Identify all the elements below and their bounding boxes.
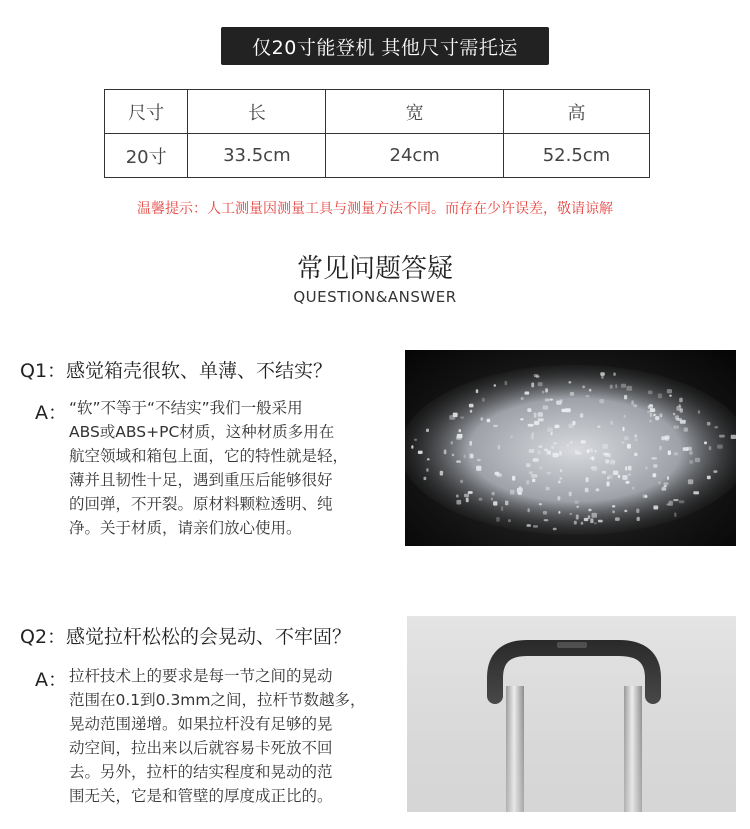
granule — [674, 426, 680, 429]
cell-size: 20寸 — [105, 134, 188, 178]
granule — [520, 418, 523, 420]
granule — [651, 457, 657, 459]
size-table — [104, 89, 650, 178]
granule — [505, 501, 508, 506]
answer-2-label: A： — [35, 669, 67, 691]
granule — [460, 480, 463, 483]
granule — [487, 419, 491, 423]
granule — [510, 490, 515, 495]
granule — [456, 500, 461, 505]
granule — [615, 517, 620, 521]
question-2: Q2：感觉拉杆松松的会晃动、不牢固？ — [20, 626, 352, 648]
granule — [589, 389, 592, 392]
granule — [599, 399, 604, 403]
answer-2-line: 拉杆技术上的要求是每一节之间的晃动 — [69, 667, 333, 685]
granule — [679, 500, 685, 503]
granule — [526, 480, 529, 484]
granule — [610, 385, 613, 389]
cell-height: 52.5cm — [503, 134, 649, 178]
granule — [658, 394, 662, 399]
granule — [501, 506, 503, 511]
granule — [543, 511, 547, 515]
granule — [594, 522, 597, 524]
granule — [539, 467, 543, 470]
granule — [698, 410, 700, 413]
granule — [634, 434, 637, 438]
granule — [570, 392, 574, 396]
carry-on-banner — [221, 27, 549, 65]
granule — [607, 475, 612, 479]
granule — [543, 405, 549, 409]
granule — [534, 421, 539, 425]
granule — [575, 501, 579, 504]
granule — [493, 425, 498, 427]
granule — [538, 412, 543, 416]
granule — [546, 472, 551, 475]
granule — [633, 404, 637, 407]
granule — [713, 470, 717, 473]
granule — [597, 426, 600, 428]
granule — [589, 449, 593, 453]
table-row — [105, 134, 650, 178]
granule — [618, 475, 621, 478]
answer-1-line: “软”不等于“不结实”我们一般采用 — [69, 399, 303, 417]
granule — [679, 398, 683, 402]
granule — [590, 518, 593, 523]
granule — [418, 451, 423, 454]
granule — [596, 488, 600, 491]
granule — [662, 487, 667, 491]
granule — [547, 451, 551, 455]
granule — [704, 442, 707, 445]
granule — [631, 400, 634, 405]
granule — [635, 439, 638, 442]
answer-2-text — [69, 664, 391, 808]
granule — [525, 392, 530, 395]
granule — [621, 442, 624, 444]
granule — [517, 488, 523, 492]
granule — [452, 454, 455, 457]
granule — [521, 397, 524, 400]
header-size: 尺寸 — [105, 90, 188, 134]
granule — [529, 471, 532, 474]
granule — [459, 429, 462, 432]
granule — [624, 415, 626, 418]
granule — [518, 492, 522, 495]
banner-text: 仅20寸能登机 其他尺寸需托运 — [252, 36, 518, 59]
granule — [553, 442, 557, 444]
granule — [539, 503, 542, 505]
granule — [560, 399, 563, 402]
granule — [673, 413, 675, 416]
granule — [731, 435, 736, 439]
granule — [560, 477, 563, 480]
granule — [585, 488, 589, 493]
granule — [476, 389, 478, 393]
granule — [587, 449, 589, 453]
granule — [650, 413, 652, 418]
granule — [624, 510, 627, 512]
granule — [534, 413, 537, 418]
granule — [424, 477, 427, 480]
granule — [622, 475, 627, 480]
granule — [457, 434, 463, 438]
trolley-handle-image — [407, 616, 736, 812]
granule — [470, 410, 472, 413]
granule — [569, 492, 572, 497]
granule — [644, 495, 647, 498]
granule — [574, 521, 577, 525]
granule — [550, 399, 553, 401]
granule — [558, 511, 560, 514]
granule — [568, 381, 571, 383]
granule — [533, 458, 539, 462]
granule — [693, 491, 699, 494]
granule — [603, 444, 608, 449]
granule — [477, 459, 481, 461]
granule — [653, 464, 657, 468]
granule — [466, 498, 469, 503]
granule — [476, 466, 481, 471]
granule — [558, 481, 561, 484]
granule — [496, 517, 500, 522]
granule — [567, 444, 569, 447]
answer-2-line: 围无关，它是和管壁的厚度成正比的。 — [69, 787, 333, 805]
granule — [655, 416, 659, 420]
granule — [689, 460, 693, 464]
granule — [626, 386, 632, 391]
granule — [468, 491, 473, 494]
granule — [532, 479, 535, 483]
answer-1-text — [69, 396, 391, 540]
granule — [650, 408, 655, 412]
granule — [625, 466, 627, 470]
answer-2-line: 去。另外，拉杆的结实程度和晃动的范 — [69, 763, 333, 781]
measurement-notice: 温馨提示：人工测量因测量工具与测量方法不同。而存在少许误差，敬请谅解 — [137, 201, 613, 217]
granule — [577, 506, 579, 508]
granule — [709, 446, 712, 450]
granule — [601, 374, 603, 378]
granule — [637, 517, 640, 521]
granule — [426, 468, 428, 472]
granule — [460, 416, 464, 418]
granule — [660, 414, 663, 418]
granule — [714, 426, 718, 428]
granule — [647, 411, 651, 413]
granule — [669, 395, 671, 397]
granule — [659, 446, 661, 450]
granule — [667, 389, 672, 393]
granule — [610, 460, 616, 465]
granule — [592, 456, 595, 460]
granule — [649, 404, 653, 407]
granule — [665, 435, 670, 439]
cell-length: 33.5cm — [188, 134, 326, 178]
granule — [527, 408, 531, 412]
granule — [586, 395, 590, 397]
granule — [632, 487, 635, 490]
granule — [440, 471, 443, 476]
header-length: 长 — [188, 90, 326, 134]
granule — [528, 508, 530, 512]
granule — [536, 375, 540, 377]
granule — [562, 409, 568, 412]
granule — [584, 518, 589, 521]
granule — [612, 510, 615, 513]
granule — [494, 384, 496, 387]
granule — [653, 506, 658, 510]
granule — [707, 476, 711, 480]
granule — [444, 450, 447, 455]
granule — [613, 373, 616, 376]
granule — [664, 483, 669, 485]
granule — [615, 384, 617, 388]
granule — [551, 446, 554, 449]
granule — [605, 459, 609, 463]
granule — [645, 466, 648, 470]
granule — [528, 424, 534, 427]
granule — [653, 414, 655, 416]
granule — [568, 424, 573, 428]
granule — [553, 528, 557, 531]
granule — [605, 454, 611, 458]
answer-2-line: 晃动范围递增。如果拉杆没有足够的晃 — [69, 715, 333, 733]
answer-1-line: 的回弹，不开裂。原材料颗粒透明、纯 — [69, 495, 333, 513]
granule — [482, 398, 485, 402]
granule — [621, 384, 626, 388]
granule — [451, 441, 454, 444]
granule — [648, 391, 653, 395]
faq-title: 常见问题答疑 — [296, 254, 453, 284]
granule — [531, 383, 534, 388]
granule — [469, 404, 474, 408]
granule — [505, 381, 508, 385]
granule — [689, 451, 693, 455]
granule — [610, 421, 613, 425]
granule — [581, 440, 586, 443]
granule — [492, 492, 495, 496]
granule — [588, 509, 591, 512]
granule — [624, 436, 629, 440]
granule — [582, 386, 585, 389]
granule — [668, 451, 671, 456]
granule — [653, 473, 657, 477]
granule — [491, 498, 493, 501]
cell-width: 24cm — [326, 134, 503, 178]
granule — [481, 417, 484, 420]
granule — [676, 406, 681, 411]
granule — [545, 399, 550, 402]
answer-2-line: 动空间，拉出来以后就容易卡死放不回 — [69, 739, 333, 757]
granule — [683, 447, 689, 451]
answer-1-line: ABS或ABS+PC材质，这种材质多用在 — [69, 423, 335, 441]
granule — [624, 395, 627, 399]
granule — [456, 495, 459, 498]
granule — [498, 445, 500, 450]
granule — [684, 428, 688, 432]
granule — [546, 487, 550, 491]
answer-1-label: A： — [35, 402, 67, 424]
granule — [570, 513, 573, 515]
granule — [559, 451, 562, 456]
granule — [538, 382, 543, 386]
granule — [666, 503, 669, 505]
granule — [411, 445, 413, 448]
granule — [508, 519, 511, 522]
granule — [688, 479, 693, 484]
granule — [426, 429, 429, 432]
granule — [627, 444, 631, 449]
granule — [537, 451, 540, 455]
granule — [542, 391, 544, 394]
granule — [667, 476, 669, 480]
granule — [470, 441, 473, 446]
granule — [626, 481, 630, 484]
granule — [527, 524, 531, 526]
granule — [538, 445, 542, 448]
granule — [470, 454, 474, 459]
granule — [538, 418, 544, 421]
granule — [533, 525, 538, 527]
header-width: 宽 — [326, 90, 503, 134]
answer-1-line: 薄并且韧性十足，遇到重压后能够很好 — [69, 471, 333, 489]
granule — [707, 422, 711, 426]
granule — [544, 519, 549, 521]
question-1: Q1：感觉箱壳很软、单薄、不结实？ — [20, 360, 333, 382]
granule — [479, 498, 483, 501]
granule — [551, 432, 553, 436]
granule — [628, 466, 632, 471]
granule — [545, 388, 548, 392]
granule — [512, 476, 515, 481]
granule — [592, 513, 598, 518]
granule — [598, 520, 603, 523]
answer-2-line: 范围在0.1到0.3mm之间，拉杆节数越多， — [69, 691, 366, 709]
granule — [719, 435, 725, 438]
granule — [456, 461, 461, 463]
granule — [717, 445, 723, 449]
granule — [612, 505, 615, 507]
granule — [575, 450, 579, 454]
granule — [570, 441, 573, 443]
granule — [658, 481, 661, 484]
granule — [560, 469, 562, 472]
table-header-row — [105, 90, 650, 134]
plastic-granules-image — [405, 350, 736, 546]
granule — [580, 414, 583, 418]
granule — [495, 472, 500, 476]
granule — [529, 449, 535, 453]
granule — [555, 425, 560, 429]
answer-1-line: 航空领域和箱包上面，它的特性就是轻， — [69, 447, 349, 465]
granule — [674, 513, 676, 518]
header-height: 高 — [503, 90, 649, 134]
granule — [557, 453, 559, 456]
answer-1-line: 净。关于材质，请亲们放心使用。 — [69, 519, 302, 537]
granule — [590, 467, 596, 469]
granule — [674, 452, 678, 455]
granule — [586, 477, 589, 482]
granule — [676, 418, 681, 421]
granule — [427, 458, 430, 460]
granule — [634, 453, 637, 457]
granule — [695, 458, 700, 463]
granule — [613, 471, 618, 475]
granule — [547, 427, 553, 432]
granule — [511, 436, 513, 439]
granule — [453, 413, 458, 418]
granule — [576, 515, 579, 520]
granule — [636, 509, 639, 513]
granule — [493, 501, 497, 505]
granule — [531, 474, 537, 478]
faq-subtitle: QUESTION&ANSWER — [293, 288, 457, 306]
granule — [628, 474, 631, 476]
granule — [464, 494, 469, 498]
granule — [464, 454, 466, 458]
granule — [602, 471, 606, 474]
granule — [649, 420, 652, 423]
granule — [531, 435, 533, 440]
granule — [526, 463, 530, 467]
granule — [581, 522, 584, 525]
granule — [673, 499, 678, 501]
granule — [595, 450, 597, 453]
granule — [414, 439, 417, 441]
granule — [607, 482, 610, 487]
granule — [663, 485, 667, 487]
granule — [623, 427, 625, 432]
granule — [557, 496, 560, 500]
